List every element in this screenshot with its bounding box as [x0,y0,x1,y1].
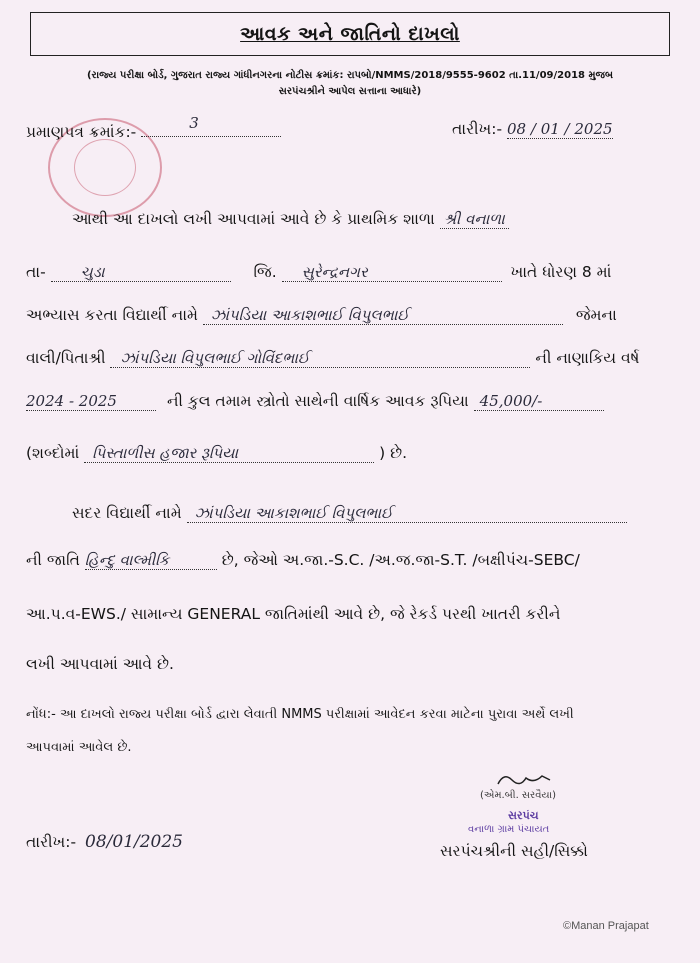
credit-text: ©Manan Prajapat [563,920,649,932]
cert-no-label: પ્રમાણપત્ર ક્રમાંક:- [26,123,137,141]
note-line-1: નોંધ:- આ દાખલો રાજ્ય પરીક્ષા બોર્ડ દ્વારા લેવાતી NMMS પરીક્ષામાં આવેદન કરવા માટેના પુરાવા અર્થે લખી [26,707,574,722]
date-row [452,120,613,139]
student-name-2: ઝાંપડિયા આકાશભાઈ વિપુલભાઈ [187,504,627,523]
line-5: વાલી/પિતાશ્રી ઝાંપડિયા વિપુલભાઈ ગોવિંદભાઈ ની નાણાકિય વર્ષ [26,349,640,367]
stamp-title: સરપંચ [508,809,539,822]
bottom-date-row: તારીખ:- 08/01/2025 [26,832,183,852]
school-value: શ્રી વનાળા [440,210,509,229]
parent-name: ઝાંપડિયા વિપુલભાઈ ગોવિંદભાઈ [110,349,530,368]
subtitle-line-2: સરપંચશ્રીને આપેલ સત્તાના આધારે) [278,86,422,97]
title-box [30,12,670,56]
line-1: આથી આ દાખલો લખી આપવામાં આવે છે કે પ્રાથમિક શાળા શ્રી વનાળા [72,210,509,229]
document-title: આવક અને જાતિનો દાખલો [240,23,460,45]
note-line-2: આપવામાં આવેલ છે. [26,740,132,755]
line-9: આ.પ.વ-EWS./ સામાન્ય GENERAL જાતિમાંથી આવે છે, જે રેકર્ડ પરથી ખાતરી કરીને [26,605,561,623]
cert-no-row [26,114,281,142]
line-10: લખી આપવામાં આવે છે. [26,655,174,673]
district-value: સુરેન્દ્રનગર [282,263,502,282]
line-6: 2024 - 2025 ની કુલ તમામ સ્ત્રોતો સાથેની વાર્ષિક આવક રૂપિયા 45,000/- [26,392,604,411]
cert-no-value: 3 [189,114,199,132]
line-7: સદર વિદ્યાર્થી નામે ઝાંપડિયા આકાશભાઈ વિપુલભાઈ [72,504,627,523]
signature-label: સરપંચશ્રીની સહી/સિક્કો [440,842,588,860]
line-words: (શબ્દોમાં પિસ્તાળીસ હજાર રૂપિયા ) છે. [26,444,408,462]
year-value: 2024 - 2025 [26,392,156,411]
line-4: અભ્યાસ કરતા વિદ્યાર્થી નામે ઝાંપડિયા આકાશભાઈ વિપુલભાઈ જેમના [26,306,617,324]
words-value: પિસ્તાળીસ હજાર રૂપિયા [84,444,374,463]
stamp-name: (એમ.બી. સરવૈયા) [480,790,556,801]
subtitle-line-1: (રાજ્ય પરીક્ષા બોર્ડ, ગુજરાત રાજ્ય ગાંધીનગરના નોટીસ ક્રમાંક: રાપબો/NMMS/2018/9555-9602 તા.11/09/2018 મુજબ [86,70,614,81]
date-label: તારીખ:- [452,120,503,138]
income-value: 45,000/- [474,392,604,411]
caste-value: હિન્દુ વાલ્મીકિ [85,551,217,570]
line-3: તા- ચુડા જિ. સુરેન્દ્રનગર ખાતે ધોરણ 8 માં [26,263,612,281]
date-value: 08 / 01 / 2025 [507,120,613,138]
line-8: ની જાતિ હિન્દુ વાલ્મીકિ છે, જેઓ અ.જા.-S.C. /અ.જ.જા-S.T. /બક્ષીપંચ-SEBC/ [26,551,580,569]
sarpanch-stamp [470,770,610,840]
taluka-value: ચુડા [51,263,231,282]
student-name: ઝાંપડિયા આકાશભાઈ વિપુલભાઈ [203,306,563,325]
stamp-village: વનાળા ગ્રામ પંચાયત [468,824,550,835]
signature-icon [494,770,554,788]
bottom-date-value: 08/01/2025 [85,832,183,852]
